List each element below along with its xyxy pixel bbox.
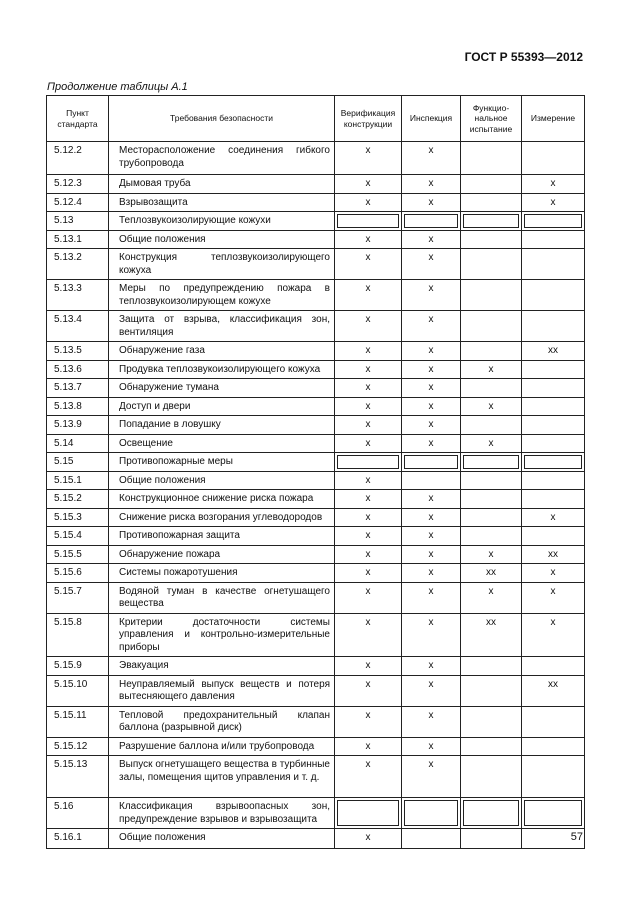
measurement-mark-cell (522, 416, 585, 435)
table-row (47, 311, 585, 342)
requirement-cell: Попадание в ловушку (109, 416, 335, 435)
verification-mark-cell: x (335, 175, 402, 194)
col-header-clause: Пункт стандарта (47, 96, 109, 142)
clause-number-cell: 5.12.3 (47, 175, 109, 194)
inspection-mark-cell (402, 212, 461, 231)
verification-mark-cell: x (335, 434, 402, 453)
requirement-cell: Системы пожаротушения (109, 564, 335, 583)
inspection-mark-cell: x (402, 737, 461, 756)
inspection-mark-cell (402, 798, 461, 829)
clause-number-cell: 5.15.11 (47, 706, 109, 737)
inspection-mark-cell (402, 829, 461, 849)
functional-test-mark-cell: xx (461, 564, 522, 583)
functional-test-mark-cell (461, 657, 522, 676)
verification-mark-cell: x (335, 490, 402, 509)
requirement-cell: Месторасположение соединения гибкого трубопровода (109, 142, 335, 175)
inspection-mark-cell: x (402, 564, 461, 583)
functional-test-mark-cell (461, 508, 522, 527)
table-row (47, 175, 585, 194)
functional-test-mark-cell (461, 142, 522, 175)
measurement-mark-cell (522, 280, 585, 311)
functional-test-mark-cell (461, 490, 522, 509)
clause-number-cell: 5.15.10 (47, 675, 109, 706)
requirements-table (46, 95, 585, 849)
functional-test-mark-cell (461, 212, 522, 231)
verification-mark-cell: x (335, 508, 402, 527)
verification-mark-cell: x (335, 756, 402, 798)
verification-mark-cell (335, 212, 402, 231)
clause-number-cell: 5.15.4 (47, 527, 109, 546)
clause-number-cell: 5.12.4 (47, 193, 109, 212)
inspection-mark-cell: x (402, 657, 461, 676)
measurement-mark-cell: x (522, 508, 585, 527)
table-row (47, 397, 585, 416)
verification-mark-cell: x (335, 706, 402, 737)
table-row (47, 798, 585, 829)
inspection-mark-cell: x (402, 434, 461, 453)
table-row (47, 564, 585, 583)
requirement-cell: Противопожарная защита (109, 527, 335, 546)
clause-number-cell: 5.13.1 (47, 230, 109, 249)
col-header-measurement: Измерение (522, 96, 585, 142)
functional-test-mark-cell (461, 249, 522, 280)
requirement-cell: Водяной туман в качестве огнетушащего вещества (109, 582, 335, 613)
measurement-mark-cell (522, 397, 585, 416)
requirement-cell: Конструкция теплозвукоизолирующего кожуха (109, 249, 335, 280)
table-row (47, 737, 585, 756)
functional-test-mark-cell: x (461, 434, 522, 453)
measurement-mark-cell (522, 212, 585, 231)
measurement-mark-cell: xx (522, 675, 585, 706)
clause-number-cell: 5.13.4 (47, 311, 109, 342)
inspection-mark-cell: x (402, 360, 461, 379)
verification-mark-cell: x (335, 311, 402, 342)
col-header-requirements: Требования безопасности (109, 96, 335, 142)
requirement-cell: Взрывозащита (109, 193, 335, 212)
measurement-mark-cell (522, 249, 585, 280)
inspection-mark-cell: x (402, 142, 461, 175)
functional-test-mark-cell (461, 175, 522, 194)
inspection-mark-cell: x (402, 706, 461, 737)
requirement-cell: Критерии достаточности системы управления и контрольно-измерительные приборы (109, 613, 335, 657)
functional-test-mark-cell (461, 280, 522, 311)
requirement-cell: Обнаружение тумана (109, 379, 335, 398)
inspection-mark-cell: x (402, 613, 461, 657)
clause-number-cell: 5.15.8 (47, 613, 109, 657)
functional-test-mark-cell (461, 416, 522, 435)
inspection-mark-cell: x (402, 230, 461, 249)
verification-mark-cell: x (335, 249, 402, 280)
clause-number-cell: 5.15 (47, 453, 109, 472)
functional-test-mark-cell (461, 379, 522, 398)
verification-mark-cell: x (335, 193, 402, 212)
table-row (47, 471, 585, 490)
functional-test-mark-cell (461, 756, 522, 798)
clause-number-cell: 5.13.5 (47, 342, 109, 361)
requirement-cell: Общие положения (109, 829, 335, 849)
clause-number-cell: 5.13.6 (47, 360, 109, 379)
inspection-mark-cell: x (402, 675, 461, 706)
inspection-mark-cell (402, 453, 461, 472)
clause-number-cell: 5.15.9 (47, 657, 109, 676)
verification-mark-cell: x (335, 379, 402, 398)
table-row (47, 657, 585, 676)
measurement-mark-cell: x (522, 582, 585, 613)
inspection-mark-cell: x (402, 416, 461, 435)
verification-mark-cell: x (335, 564, 402, 583)
verification-mark-cell (335, 798, 402, 829)
verification-mark-cell: x (335, 230, 402, 249)
col-header-verification: Верификация конструкции (335, 96, 402, 142)
clause-number-cell: 5.13.7 (47, 379, 109, 398)
table-header-row (47, 96, 585, 142)
table-row (47, 508, 585, 527)
clause-number-cell: 5.13.9 (47, 416, 109, 435)
clause-number-cell: 5.13.2 (47, 249, 109, 280)
requirement-cell: Выпуск огнетушащего вещества в турбинные залы, помещения щитов управления и т. д. (109, 756, 335, 798)
table-row (47, 756, 585, 798)
functional-test-mark-cell (461, 311, 522, 342)
functional-test-mark-cell (461, 798, 522, 829)
measurement-mark-cell (522, 737, 585, 756)
verification-mark-cell: x (335, 397, 402, 416)
functional-test-mark-cell (461, 706, 522, 737)
inspection-mark-cell (402, 471, 461, 490)
measurement-mark-cell (522, 706, 585, 737)
verification-mark-cell: x (335, 545, 402, 564)
table-row (47, 360, 585, 379)
table-row (47, 280, 585, 311)
table-row (47, 434, 585, 453)
requirement-cell: Обнаружение газа (109, 342, 335, 361)
standard-number: ГОСТ Р 55393—2012 (464, 50, 583, 64)
table-row (47, 212, 585, 231)
verification-mark-cell: x (335, 142, 402, 175)
functional-test-mark-cell (461, 453, 522, 472)
verification-mark-cell: x (335, 527, 402, 546)
requirement-cell: Освещение (109, 434, 335, 453)
table-row (47, 527, 585, 546)
inspection-mark-cell: x (402, 756, 461, 798)
col-header-inspection: Инспекция (402, 96, 461, 142)
table-row (47, 453, 585, 472)
table-row (47, 416, 585, 435)
requirement-cell: Эвакуация (109, 657, 335, 676)
requirement-cell: Меры по предупреждению пожара в теплозвукоизолирующем кожухе (109, 280, 335, 311)
verification-mark-cell: x (335, 613, 402, 657)
requirement-cell: Снижение риска возгорания углеводородов (109, 508, 335, 527)
col-header-functional-test: Функцио-нальное испытание (461, 96, 522, 142)
clause-number-cell: 5.15.5 (47, 545, 109, 564)
requirement-cell: Доступ и двери (109, 397, 335, 416)
functional-test-mark-cell (461, 527, 522, 546)
inspection-mark-cell: x (402, 342, 461, 361)
requirement-cell: Конструкционное снижение риска пожара (109, 490, 335, 509)
measurement-mark-cell: x (522, 613, 585, 657)
table-row (47, 230, 585, 249)
requirement-cell: Теплозвукоизолирующие кожухи (109, 212, 335, 231)
verification-mark-cell: x (335, 416, 402, 435)
requirement-cell: Противопожарные меры (109, 453, 335, 472)
functional-test-mark-cell: x (461, 545, 522, 564)
verification-mark-cell: x (335, 675, 402, 706)
verification-mark-cell: x (335, 582, 402, 613)
functional-test-mark-cell (461, 675, 522, 706)
clause-number-cell: 5.15.3 (47, 508, 109, 527)
clause-number-cell: 5.13.3 (47, 280, 109, 311)
measurement-mark-cell: x (522, 564, 585, 583)
measurement-mark-cell (522, 311, 585, 342)
requirement-cell: Продувка теплозвукоизолирующего кожуха (109, 360, 335, 379)
requirement-cell: Обнаружение пожара (109, 545, 335, 564)
inspection-mark-cell: x (402, 545, 461, 564)
clause-number-cell: 5.14 (47, 434, 109, 453)
verification-mark-cell (335, 453, 402, 472)
requirement-cell: Неуправляемый выпуск веществ и потеря вытесняющего давления (109, 675, 335, 706)
inspection-mark-cell: x (402, 490, 461, 509)
table-row (47, 582, 585, 613)
measurement-mark-cell (522, 471, 585, 490)
functional-test-mark-cell (461, 829, 522, 849)
functional-test-mark-cell (461, 342, 522, 361)
inspection-mark-cell: x (402, 397, 461, 416)
inspection-mark-cell: x (402, 508, 461, 527)
functional-test-mark-cell: x (461, 582, 522, 613)
table-row (47, 545, 585, 564)
table-row (47, 490, 585, 509)
verification-mark-cell: x (335, 280, 402, 311)
functional-test-mark-cell (461, 471, 522, 490)
clause-number-cell: 5.15.12 (47, 737, 109, 756)
inspection-mark-cell: x (402, 193, 461, 212)
requirement-cell: Тепловой предохранительный клапан баллона (разрывной диск) (109, 706, 335, 737)
measurement-mark-cell: xx (522, 342, 585, 361)
clause-number-cell: 5.16 (47, 798, 109, 829)
measurement-mark-cell (522, 434, 585, 453)
table-row (47, 675, 585, 706)
table-row (47, 829, 585, 849)
table-row (47, 193, 585, 212)
measurement-mark-cell (522, 756, 585, 798)
measurement-mark-cell (522, 490, 585, 509)
table-row (47, 379, 585, 398)
measurement-mark-cell: x (522, 175, 585, 194)
functional-test-mark-cell: xx (461, 613, 522, 657)
functional-test-mark-cell (461, 737, 522, 756)
table-row (47, 342, 585, 361)
requirement-cell: Общие положения (109, 230, 335, 249)
measurement-mark-cell (522, 230, 585, 249)
table-row (47, 706, 585, 737)
page-number: 57 (570, 831, 583, 843)
table-row (47, 613, 585, 657)
clause-number-cell: 5.12.2 (47, 142, 109, 175)
functional-test-mark-cell (461, 230, 522, 249)
functional-test-mark-cell: x (461, 397, 522, 416)
clause-number-cell: 5.13.8 (47, 397, 109, 416)
verification-mark-cell: x (335, 737, 402, 756)
inspection-mark-cell: x (402, 527, 461, 546)
requirement-cell: Разрушение баллона и/или трубопровода (109, 737, 335, 756)
table-row (47, 249, 585, 280)
measurement-mark-cell (522, 360, 585, 379)
clause-number-cell: 5.15.1 (47, 471, 109, 490)
inspection-mark-cell: x (402, 311, 461, 342)
functional-test-mark-cell (461, 193, 522, 212)
functional-test-mark-cell: x (461, 360, 522, 379)
clause-number-cell: 5.15.6 (47, 564, 109, 583)
measurement-mark-cell (522, 142, 585, 175)
clause-number-cell: 5.15.2 (47, 490, 109, 509)
clause-number-cell: 5.16.1 (47, 829, 109, 849)
verification-mark-cell: x (335, 360, 402, 379)
table-caption: Продолжение таблицы А.1 (47, 81, 188, 93)
verification-mark-cell: x (335, 342, 402, 361)
measurement-mark-cell: xx (522, 545, 585, 564)
requirement-cell: Общие положения (109, 471, 335, 490)
table-row (47, 142, 585, 175)
requirement-cell: Классификация взрывоопасных зон, предупреждение взрывов и взрывозащита (109, 798, 335, 829)
measurement-mark-cell (522, 379, 585, 398)
inspection-mark-cell: x (402, 582, 461, 613)
inspection-mark-cell: x (402, 379, 461, 398)
requirement-cell: Дымовая труба (109, 175, 335, 194)
clause-number-cell: 5.13 (47, 212, 109, 231)
measurement-mark-cell (522, 657, 585, 676)
measurement-mark-cell: x (522, 193, 585, 212)
clause-number-cell: 5.15.13 (47, 756, 109, 798)
measurement-mark-cell (522, 527, 585, 546)
verification-mark-cell: x (335, 829, 402, 849)
clause-number-cell: 5.15.7 (47, 582, 109, 613)
measurement-mark-cell (522, 453, 585, 472)
inspection-mark-cell: x (402, 280, 461, 311)
verification-mark-cell: x (335, 471, 402, 490)
verification-mark-cell: x (335, 657, 402, 676)
inspection-mark-cell: x (402, 249, 461, 280)
requirement-cell: Защита от взрыва, классификация зон, вентиляция (109, 311, 335, 342)
inspection-mark-cell: x (402, 175, 461, 194)
measurement-mark-cell (522, 798, 585, 829)
